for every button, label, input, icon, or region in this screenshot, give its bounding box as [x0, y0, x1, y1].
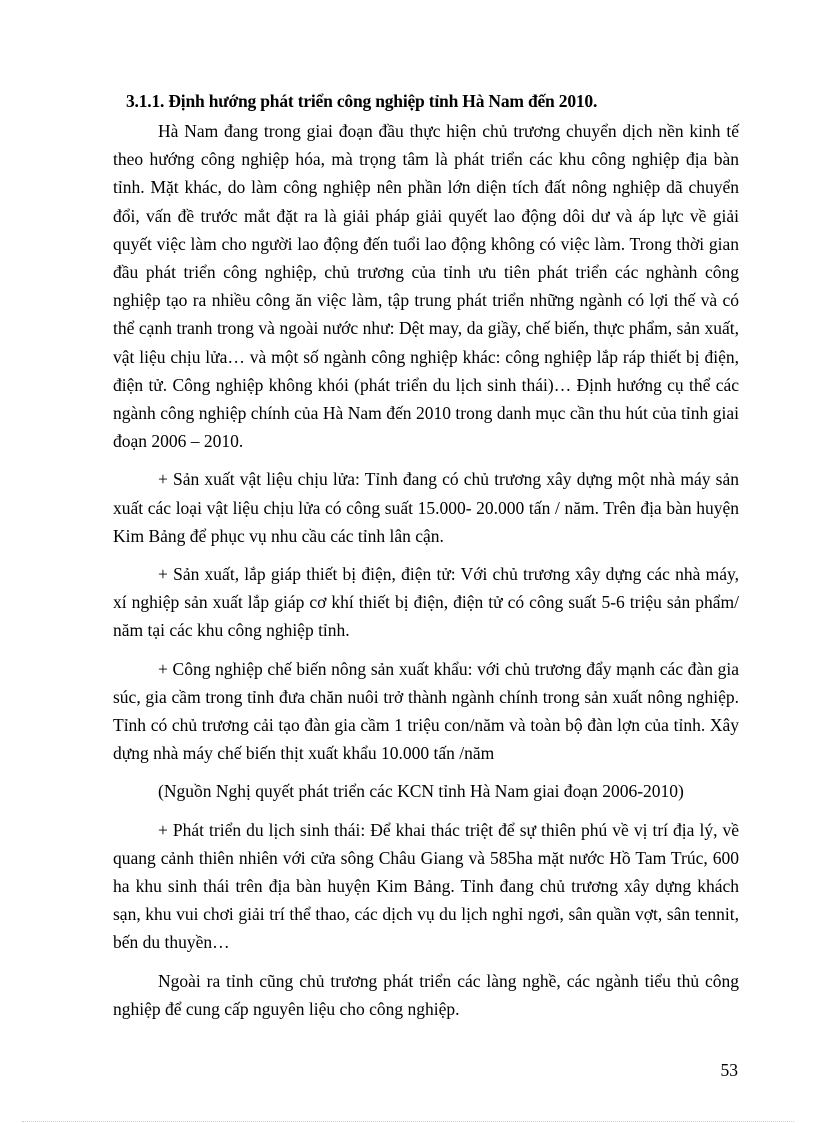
paragraph-eco-tourism: + Phát triển du lịch sinh thái: Để khai thác triệt để sự thiên phú về vị trí địa lý, về quang cảnh thiên nhiên với cửa sông Châu Giang và 585ha mặt nước Hồ Tam Trúc, 600 ha khu sinh thái trên địa bàn huyện Kim Bảng. Tỉnh đang chủ trương xây dựng khách sạn, khu vui chơi giải trí thể thao, các dịch vụ du lịch nghỉ ngơi, sân quần vợt, sân tennit, bến du thuyền… [113, 819, 739, 953]
page-number: 53 [720, 1060, 738, 1080]
source-note: (Nguồn Nghị quyết phát triển các KCN tỉnh Hà Nam giai đoạn 2006-2010) [158, 781, 684, 802]
page-bottom-divider [22, 1121, 794, 1122]
paragraph-electronics-assembly: + Sản xuất, lắp giáp thiết bị điện, điện tử: Với chủ trương xây dựng các nhà máy, xí nghiệp sản xuất lắp giáp cơ khí thiết bị điện, điện tử có công suất 5-6 triệu sản phẩm/ năm tại các khu công nghiệp tỉnh. [113, 564, 739, 641]
section-heading: 3.1.1. Định hướng phát triển công nghiệp tỉnh Hà Nam đến 2010. [126, 91, 598, 111]
paragraph-refractory-materials: + Sản xuất vật liệu chịu lửa: Tỉnh đang có chủ trương xây dựng một nhà máy sản xuất các loại vật liệu chịu lửa có công suất 15.000- 20.000 tấn / năm. Trên địa bàn huyện Kim Bảng để phục vụ nhu cầu các tỉnh lân cận. [113, 469, 739, 546]
page-content [113, 88, 739, 1033]
paragraph-intro: Hà Nam đang trong giai đoạn đầu thực hiện chủ trương chuyển dịch nền kinh tế theo hướng công nghiệp hóa, mà trọng tâm là phát triển các khu công nghiệp địa bàn tỉnh. Mặt khác, do làm công nghiệp nên phần lớn diện tích đất nông nghiệp dã chuyển đổi, vấn đề trước mắt đặt ra là giải pháp giải quyết lao động dôi dư và áp lực về giải quyết việc làm cho người lao động đến tuổi lao động không có việc làm. Trong thời gian đầu phát triển công nghiệp, chủ trương của tỉnh ưu tiên phát triển các nghành công nghiệp tạo ra nhiều công ăn việc làm, tập trung phát triển những ngành có lợi thế và có thể cạnh tranh trong và ngoài nước như: Dệt may, da giầy, chế biến, thực phẩm, sản xuất, vật liệu chịu lửa… và một số ngành công nghiệp khác: công nghiệp lắp ráp thiết bị điện, điện tử. Công nghiệp không khói (phát triển du lịch sinh thái)… Định hướng cụ thể các ngành công nghiệp chính của Hà Nam đến 2010 trong danh mục cần thu hút của tỉnh giai đoạn 2006 – 2010. [113, 121, 739, 452]
paragraph-agricultural-processing: + Công nghiệp chế biến nông sản xuất khẩu: với chủ trương đẩy mạnh các đàn gia súc, gia cầm trong tỉnh đưa chăn nuôi trở thành ngành chính trong sản xuất nông nghiệp. Tỉnh có chủ trương cải tạo đàn gia cầm 1 triệu con/năm và toàn bộ đàn lợn của tỉnh. Xây dựng nhà máy chế biến thịt xuất khẩu 10.000 tấn /năm [113, 658, 739, 764]
paragraph-craft-villages: Ngoài ra tỉnh cũng chủ trương phát triển các làng nghề, các ngành tiểu thủ công nghiệp để cung cấp nguyên liệu cho công nghiệp. [113, 970, 739, 1019]
